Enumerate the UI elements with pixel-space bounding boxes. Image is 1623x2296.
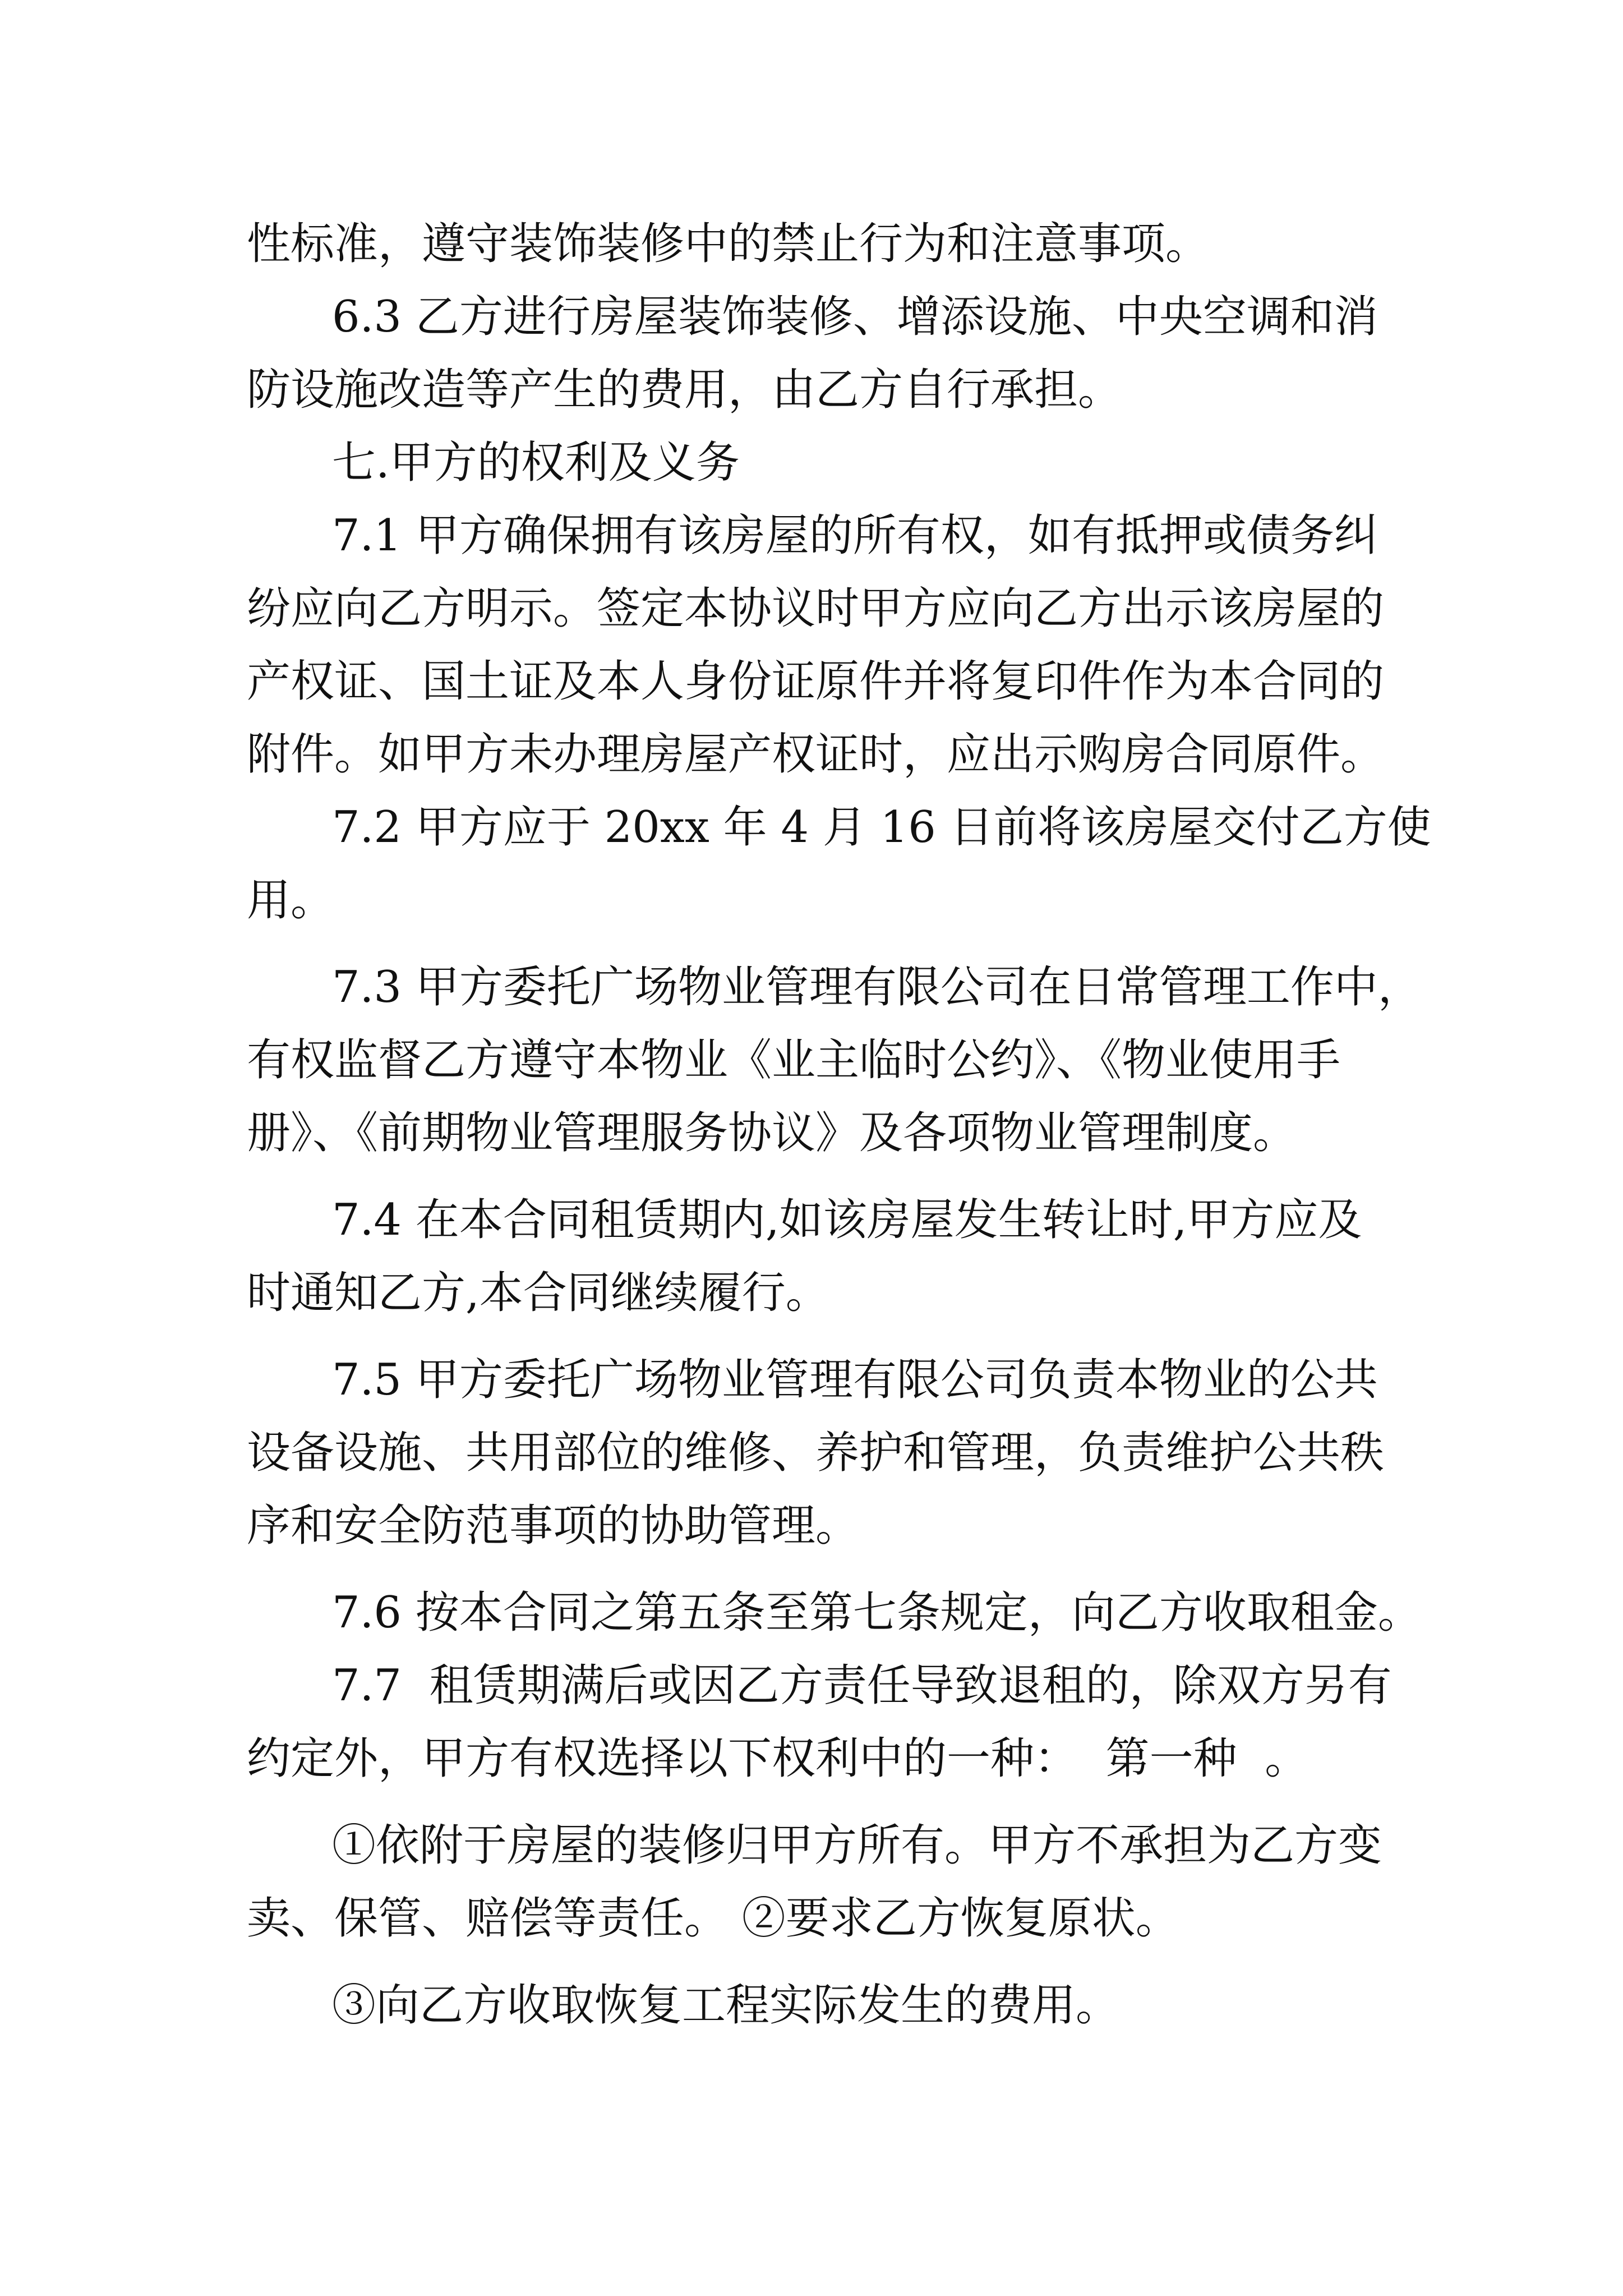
clause-6-3: 6.3 乙方进行房屋装饰装修、增添设施、中央空调和消 [332, 292, 1378, 342]
text-line: 附件。如甲方未办理房屋产权证时，应出示购房合同原件。 [247, 729, 1385, 780]
clause-7-7: 7.7 租赁期满后或因乙方责任导致退租的，除双方另有 [332, 1660, 1392, 1711]
text-line: 册》、《前期物业管理服务协议》及各项物业管理制度。 [247, 1108, 1297, 1158]
option-1: ①依附于房屋的装修归甲方所有。甲方不承担为乙方变 [332, 1820, 1382, 1871]
text-line: 设备设施、共用部位的维修、养护和管理，负责维护公共秩 [247, 1428, 1385, 1478]
clause-7-5: 7.5 甲方委托广场物业管理有限公司负责本物业的公共 [332, 1355, 1378, 1405]
text-line: 约定外，甲方有权选择以下权利中的一种： 第一种 。 [247, 1733, 1309, 1784]
clause-7-2: 7.2 甲方应于 20xx 年 4 月 16 日前将该房屋交付乙方使 [332, 802, 1431, 853]
text-line: 纷应向乙方明示。签定本协议时甲方应向乙方出示该房屋的 [247, 583, 1385, 634]
text-line: 有权监督乙方遵守本物业《业主临时公约》、《物业使用手 [247, 1035, 1341, 1085]
text-line: 序和安全防范事项的协助管理。 [247, 1501, 860, 1551]
clause-7-3: 7.3 甲方委托广场物业管理有限公司在日常管理工作中， [332, 962, 1422, 1013]
text-line: 卖、保管、赔偿等责任。 ②要求乙方恢复原状。 [247, 1893, 1179, 1944]
text-line: 产权证、国土证及本人身份证原件并将复印件作为本合同的 [247, 656, 1385, 707]
clause-7-1: 7.1 甲方确保拥有该房屋的所有权，如有抵押或债务纠 [332, 510, 1378, 561]
text-line: 性标准，遵守装饰装修中的禁止行为和注意事项。 [247, 219, 1210, 269]
clause-7-6: 7.6 按本合同之第五条至第七条规定，向乙方收取租金。 [332, 1588, 1422, 1638]
text-line: 用。 [247, 875, 335, 926]
clause-7-4: 7.4 在本合同租赁期内,如该房屋发生转让时,甲方应及 [332, 1195, 1362, 1245]
text-line: 时通知乙方,本合同继续履行。 [247, 1268, 829, 1318]
text-line: 防设施改造等产生的费用，由乙方自行承担。 [247, 365, 1122, 415]
section-heading-7: 七.甲方的权利及义务 [332, 438, 740, 488]
option-3: ③向乙方收取恢复工程实际发生的费用。 [332, 1980, 1120, 2031]
